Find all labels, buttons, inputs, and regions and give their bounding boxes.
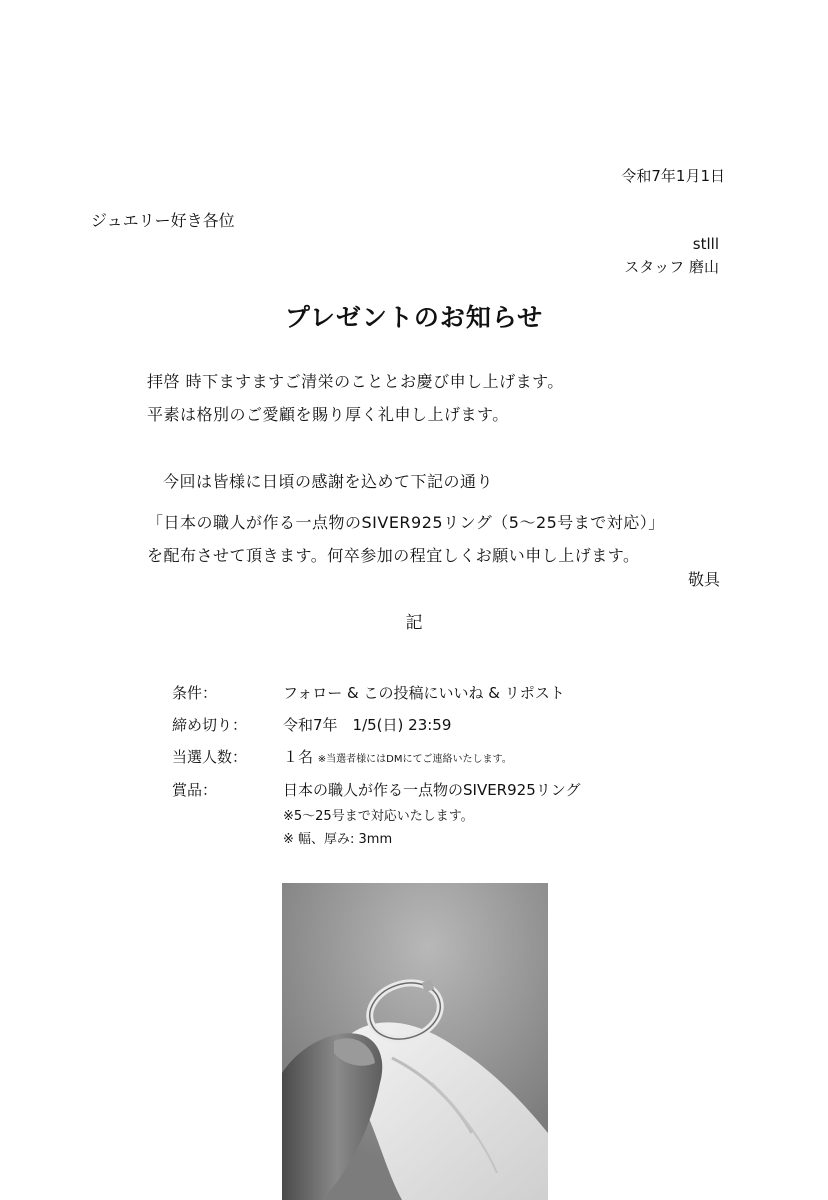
body-line-intro: 今回は皆様に日頃の感謝を込めて下記の通り — [163, 472, 494, 491]
sender-staff: スタッフ 磨山 — [624, 258, 719, 276]
winners-label: 当選人数： — [172, 748, 248, 766]
winners-row — [283, 746, 512, 767]
winners-note: ※当選者様にはDMにてご連絡いたします。 — [317, 754, 512, 765]
ki-heading: 記 — [405, 613, 423, 633]
prize-value: 日本の職人が作る一点物のSIVER925リング — [283, 781, 581, 799]
body-line-request: を配布させて頂きます。何卒参加の程宜しくお願い申し上げます。 — [147, 546, 640, 565]
conditions-value: フォロー & この投稿にいいね & リポスト — [283, 684, 565, 702]
ring-photo — [282, 883, 548, 1200]
sender-name: stlll — [692, 235, 719, 253]
prize-note-size: ※5〜25号まで対応いたします。 — [283, 809, 474, 824]
prize-label: 賞品： — [172, 781, 218, 799]
ring-photo-illustration — [282, 883, 548, 1200]
body-line-greeting: 拝啓 時下ますますご清栄のこととお慶び申し上げます。 — [147, 372, 564, 391]
letter-date: 令和7年1月1日 — [621, 167, 725, 185]
deadline-label: 締め切り： — [172, 716, 248, 734]
closing: 敬具 — [687, 570, 720, 589]
conditions-label: 条件： — [172, 684, 218, 702]
body-line-thanks: 平素は格別のご愛顧を賜り厚く礼申し上げます。 — [147, 405, 509, 424]
body-line-prize: 「日本の職人が作る一点物のSIVER925リング（5〜25号まで対応）」 — [147, 513, 665, 532]
sender-block — [624, 233, 719, 279]
prize-note-width: ※ 幅、厚み: 3mm — [283, 832, 393, 847]
recipient: ジュエリー好き各位 — [91, 211, 235, 230]
winners-value: １名 — [283, 748, 314, 766]
page-title: プレゼントのお知らせ — [284, 303, 544, 332]
deadline-value: 令和7年 1/5(日) 23:59 — [283, 716, 452, 734]
